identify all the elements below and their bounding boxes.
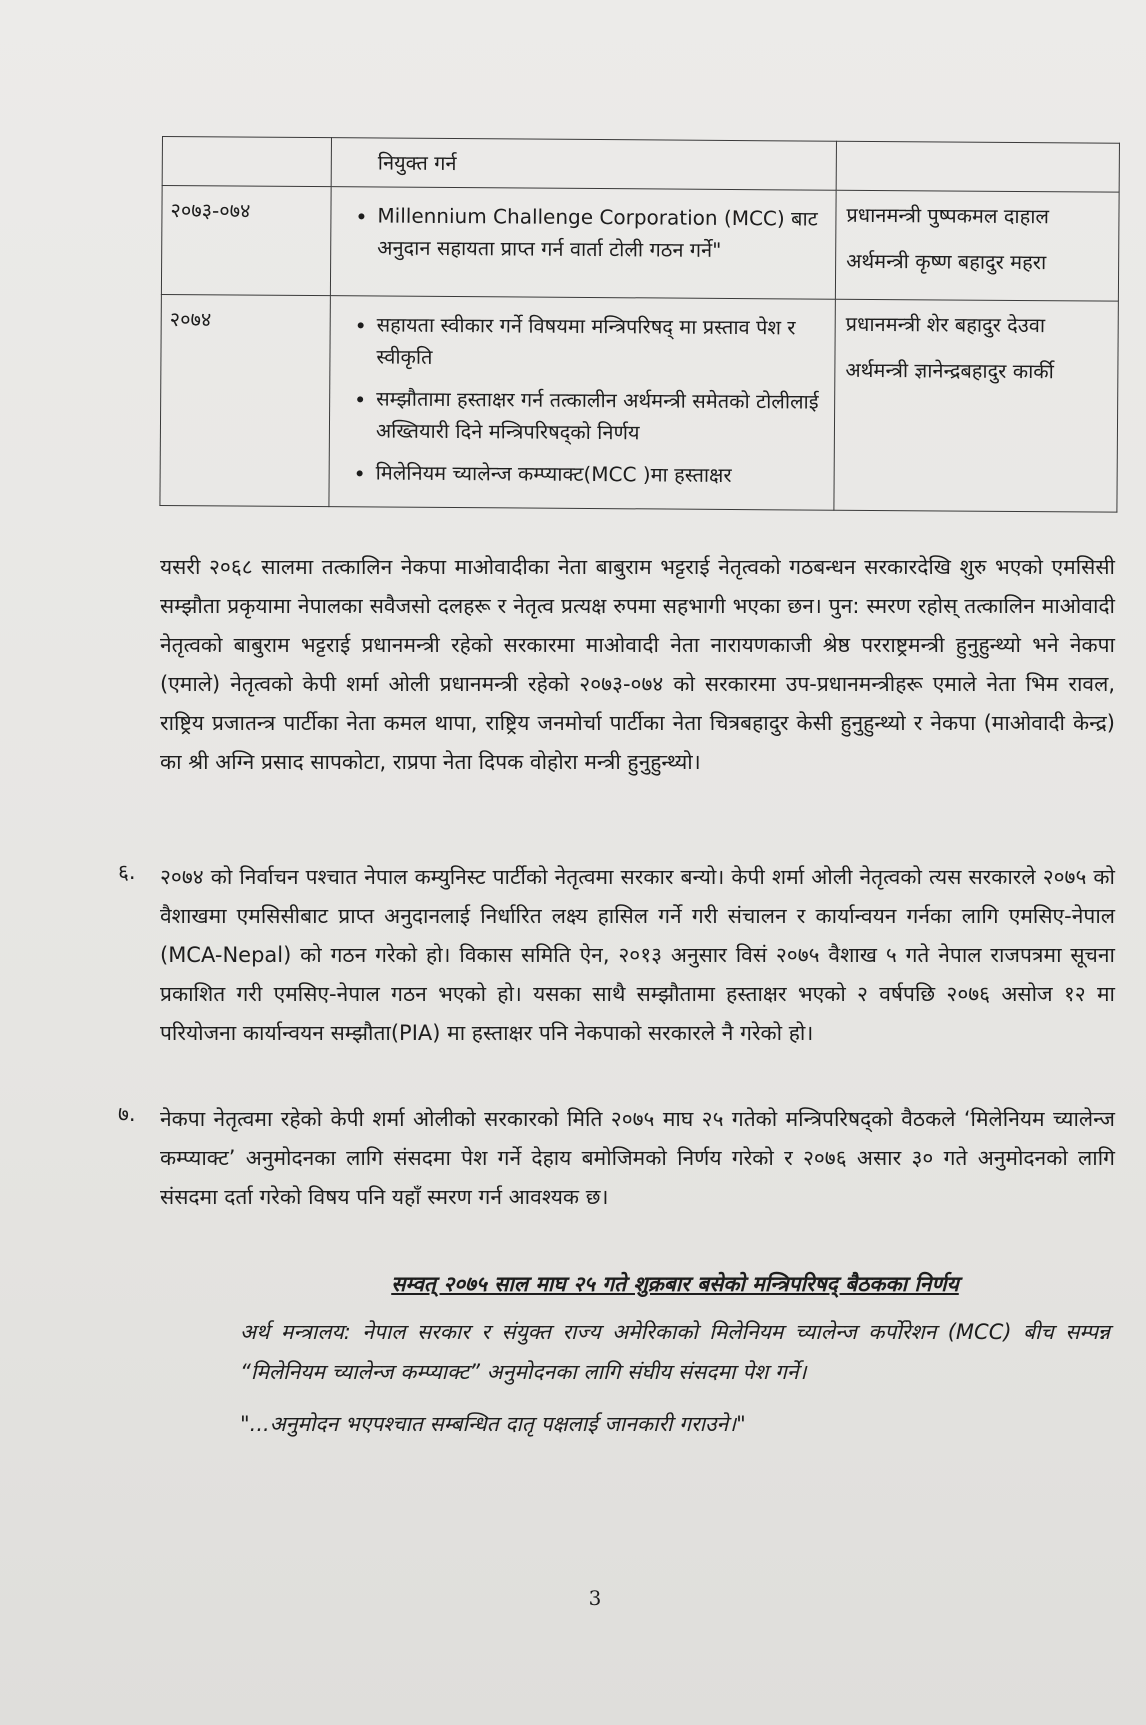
decision-heading: सम्वत् २०७५ साल माघ २५ गते शुक्रबार बसेको मन्त्रिपरिषद् बैठकका निर्णय (391, 1272, 959, 1296)
action-item: • मिलेनियम च्यालेन्ज कम्प्याक्ट(MCC )मा हस्ताक्षर (376, 457, 824, 492)
intro-paragraph: यसरी २०६८ सालमा तत्कालिन नेकपा माओवादीका नेता बाबुराम भट्टराई नेतृत्वको गठबन्धन सरकारदेखि शुरु भएको एमसिसी सम्झौता प्रकृयामा नेपालका सवैजसो दलहरू र नेतृत्व प्रत्यक्ष रुपमा सहभागी भएका छन। पुन: स्मरण रहोस् तत्कालिन माओवादी नेतृत्वको बाबुराम भट्टराई प्रधानमन्त्री रहेको सरकारमा माओवादी नेता नारायणकाजी श्रेष्ठ परराष्ट्रमन्त्री हुनुहुन्थ्यो भने नेकपा (एमाले) नेतृत्वको केपी शर्मा ओली प्रधानमन्त्री रहेको २०७३-०७४ को सरकारमा उप-प्रधानमन्त्रीहरू एमाले नेता भिम रावल, राष्ट्रिय प्रजातन्त्र पार्टीका नेता कमल थापा, राष्ट्रिय जनमोर्चा पार्टीका नेता चित्रबहादुर केसी हुनुहुन्थ्यो र नेकपा (माओवादी केन्द्र) का श्री अग्नि प्रसाद सापकोटा, राप्रपा नेता दिपक वोहोरा मन्त्री हुनुहुन्थ्यो। (160, 555, 1115, 774)
decision-quote: "...अनुमोदन भएपश्चात सम्बन्धित दातृ पक्षलाई जानकारी गराउने।" (240, 1412, 746, 1436)
person-name: अर्थमन्त्री ज्ञानेन्द्रबहादुर कार्की (845, 357, 1054, 384)
table-row (160, 294, 1118, 512)
year-cell: २०७३-०७४ (161, 186, 331, 296)
person-cell (836, 141, 1119, 192)
intro-section (160, 548, 1115, 790)
page-number: 3 (588, 1586, 602, 1610)
decision-body: अर्थ मन्त्रालय: नेपाल सरकार र संयुक्त राज्य अमेरिकाको मिलेनियम च्यालेन्ज कर्पोरेशन (MCC) बीच सम्पन्न “मिलेनियम च्यालेन्ज कम्प्याक्ट” अनुमोदनका लागि संघीय संसदमा पेश गर्ने। (240, 1320, 1110, 1384)
decisions-table (159, 136, 1120, 513)
action-item: • Millennium Challenge Corporation (MCC) बाट अनुदान सहायता प्राप्त गर्न वार्ता टोली गठन गर्ने" (377, 200, 825, 267)
action-cell (329, 296, 835, 511)
item-number: ६. (118, 860, 136, 884)
person-cell (834, 299, 1118, 512)
action-cell (330, 187, 836, 300)
item-paragraph: २०७४ को निर्वाचन पश्चात नेपाल कम्युनिस्ट पार्टीको नेतृत्वमा सरकार बन्यो। केपी शर्मा ओली नेतृत्वको त्यस सरकारले २०७५ को वैशाखमा एमसिसीबाट प्राप्त अनुदानलाई निर्धारित लक्ष्य हासिल गर्ने गरी संचालन र कार्यान्वयन गर्नका लागि एमसिए-नेपाल (MCA-Nepal) को गठन गरेको हो। विकास समिति ऐन, २०१३ अनुसार विसं २०७५ वैशाख ५ गते नेपाल राजपत्रमा सूचना प्रकाशित गरी एमसिए-नेपाल गठन भएको हो। यसका साथै सम्झौतामा हस्ताक्षर भएको २ वर्षपछि २०७६ असोज १२ मा परियोजना कार्यान्वयन सम्झौता(PIA) मा हस्ताक्षर पनि नेकपाको सरकारले नै गरेको हो। (160, 865, 1115, 1045)
action-cell (331, 138, 836, 191)
person-name: प्रधानमन्त्री पुष्पकमल दाहाल (846, 202, 1050, 229)
action-text: नियुक्त गर्न (377, 150, 457, 176)
action-item: • सम्झौतामा हस्ताक्षर गर्न तत्कालीन अर्थमन्त्री समेतको टोलीलाई अख्तियारी दिने मन्त्रिपरिषद्को निर्णय (376, 383, 824, 450)
person-name: प्रधानमन्त्री शेर बहादुर देउवा (845, 311, 1046, 338)
cabinet-decision (240, 1264, 1110, 1456)
item-number: ७. (118, 1102, 136, 1126)
table-row (161, 186, 1119, 302)
action-item: • सहायता स्वीकार गर्ने विषयमा मन्त्रिपरिषद् मा प्रस्ताव पेश र स्वीकृति (376, 309, 824, 376)
item-paragraph: नेकपा नेतृत्वमा रहेको केपी शर्मा ओलीको सरकारको मिति २०७५ माघ २५ गतेको मन्त्रिपरिषद्को वैठकले ‘मिलेनियम च्यालेन्ज कम्प्याक्ट’ अनुमोदनका लागि संसदमा पेश गर्ने देहाय बमोजिमको निर्णय गरेको र २०७६ असार ३० गते अनुमोदनको लागि संसदमा दर्ता गरेको विषय पनि यहाँ स्मरण गर्न आवश्यक छ। (160, 1107, 1115, 1209)
action-list (340, 308, 825, 491)
person-cell (835, 190, 1119, 301)
year-cell: २०७४ (160, 294, 330, 506)
person-name: अर्थमन्त्री कृष्ण बहादुर महरा (846, 248, 1047, 275)
year-cell (162, 137, 331, 187)
table-row (162, 137, 1119, 193)
action-list (341, 199, 825, 266)
